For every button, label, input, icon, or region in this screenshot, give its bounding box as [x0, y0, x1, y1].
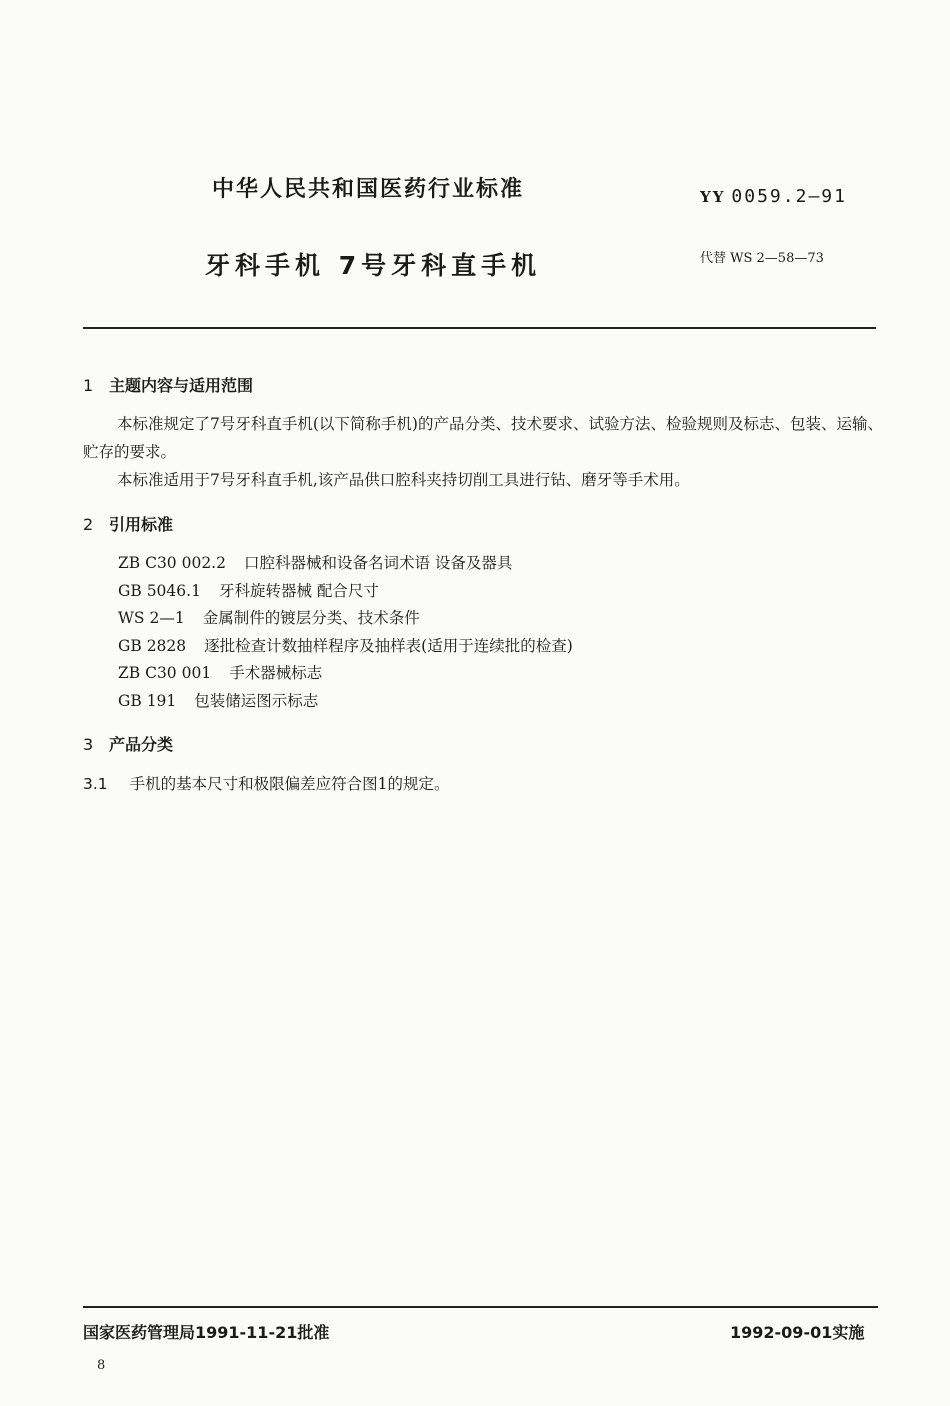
reference-item — [118, 688, 573, 716]
reference-list — [118, 550, 573, 715]
clause-number: 3.1 — [83, 775, 108, 793]
reference-item — [118, 605, 573, 633]
header-divider — [83, 327, 876, 329]
section-1-paragraph-2: 本标准适用于7号牙科直手机,该产品供口腔科夹持切削工具进行钻、磨牙等手术用。 — [117, 471, 690, 489]
reference-item — [118, 550, 573, 578]
section-3-heading — [83, 732, 173, 755]
replaces-standard: 代替 WS 2—58—73 — [700, 251, 824, 266]
section-title: 引用标准 — [109, 515, 174, 534]
reference-code: WS 2—1 — [118, 609, 185, 627]
reference-item — [118, 578, 573, 606]
reference-title: 牙科旋转器械 配合尺寸 — [218, 581, 379, 600]
section-2-heading — [83, 512, 173, 535]
reference-title: 口腔科器械和设备名词术语 设备及器具 — [243, 554, 513, 572]
page-number: 8 — [97, 1358, 106, 1373]
reference-code: GB 191 — [118, 691, 177, 710]
section-1-heading — [83, 373, 253, 396]
reference-code: ZB C30 002.2 — [118, 554, 226, 572]
approval-date: 国家医药管理局1991-11-21批准 — [83, 1323, 330, 1342]
reference-code: GB 2828 — [118, 636, 187, 655]
section-number: 1 — [83, 376, 94, 395]
section-number: 3 — [83, 735, 94, 754]
section-1-paragraph-1: 本标准规定了7号牙科直手机(以下简称手机)的产品分类、技术要求、试验方法、检验规则及标志、包装、运输、贮存的要求。 — [83, 415, 883, 461]
standard-code-number: 0059.2—91 — [731, 186, 847, 207]
standard-code — [700, 186, 847, 207]
reference-title: 手术器械标志 — [229, 664, 323, 682]
clause-3-1 — [83, 772, 450, 794]
section-number: 2 — [83, 515, 94, 534]
clause-text: 手机的基本尺寸和极限偏差应符合图1的规定。 — [129, 775, 450, 793]
section-title: 主题内容与适用范围 — [109, 376, 254, 395]
reference-title: 金属制件的镀层分类、技术条件 — [202, 609, 420, 627]
standard-code-prefix: YY — [700, 188, 726, 206]
reference-title: 包装储运图示标志 — [194, 691, 319, 710]
reference-item — [118, 660, 573, 688]
reference-code: ZB C30 001 — [118, 664, 212, 682]
section-title: 产品分类 — [109, 735, 174, 754]
reference-title: 逐批检查计数抽样程序及抽样表(适用于连续批的检查) — [204, 636, 573, 655]
reference-code: GB 5046.1 — [118, 581, 201, 600]
document-title: 牙科手机 7号牙科直手机 — [205, 251, 542, 280]
standard-category-title: 中华人民共和国医药行业标准 — [212, 177, 525, 202]
reference-item — [118, 633, 573, 661]
footer-divider — [83, 1306, 878, 1308]
effective-date: 1992-09-01实施 — [730, 1323, 865, 1342]
